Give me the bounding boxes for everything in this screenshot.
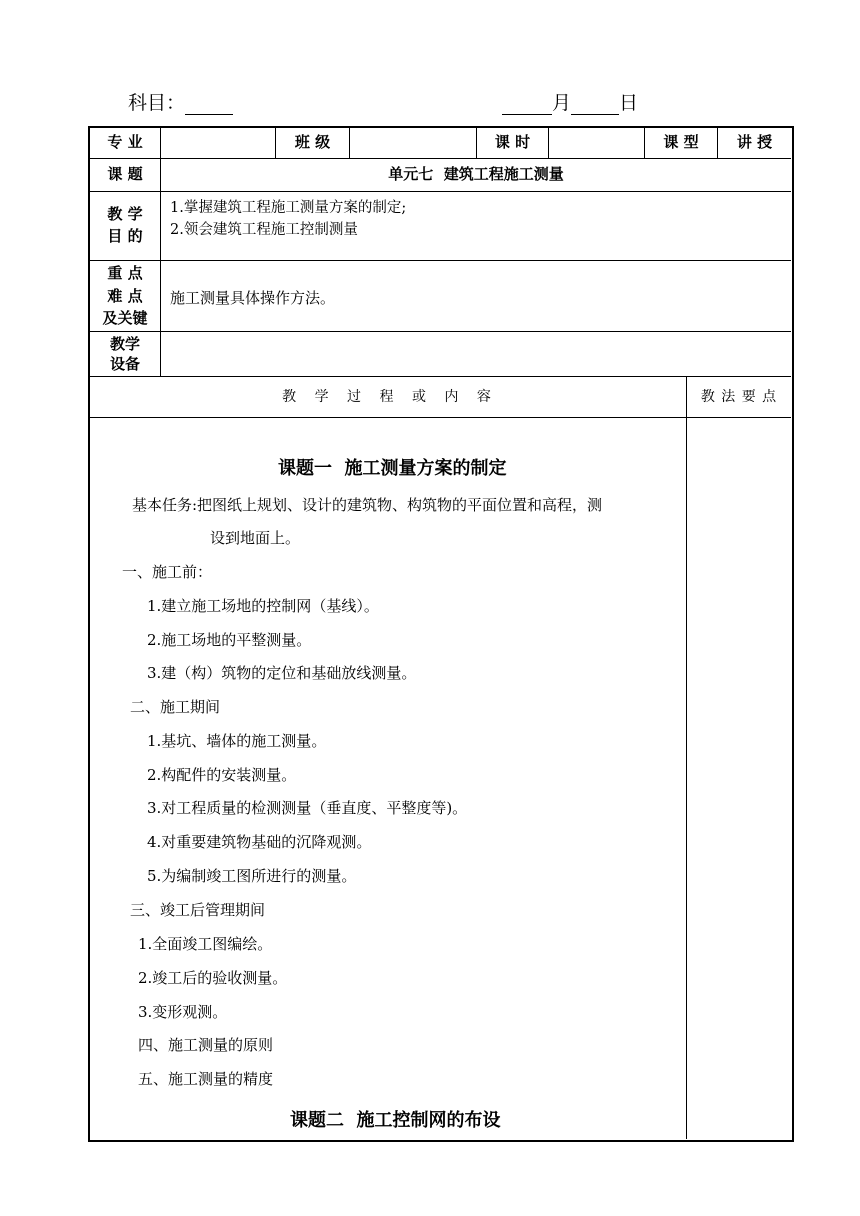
lesson-plan-table [88, 126, 794, 1142]
topic2-title: 课题二 施工控制网的布设 [290, 1110, 501, 1131]
key-points-value: 施工测量具体操作方法。 [170, 289, 336, 307]
equipment-label-line2: 设备 [109, 355, 140, 373]
objective-item: 1.掌握建筑工程施工测量方案的制定; [170, 200, 407, 216]
section2-item: 1.基坑、墙体的施工测量。 [147, 732, 327, 750]
major-label: 专 业 [107, 133, 143, 152]
subject-blank [185, 94, 233, 115]
process-method-header: 教 法 要 点 [700, 388, 778, 405]
topic-label: 课 题 [107, 165, 143, 184]
key-points-label [90, 261, 160, 331]
objectives-label-line2: 目 的 [107, 227, 143, 245]
date-header [502, 88, 638, 115]
section4-heading: 四、施工测量的原则 [138, 1036, 274, 1054]
row-divider [90, 260, 791, 261]
hours-value [549, 128, 644, 158]
section5-heading: 五、施工测量的精度 [138, 1070, 274, 1088]
section3-item: 2.竣工后的验收测量。 [138, 969, 288, 987]
key-points-label-line3: 及关键 [102, 309, 148, 328]
class-value [350, 128, 476, 158]
hours-label: 课 时 [494, 133, 531, 152]
day-blank [571, 94, 619, 115]
section2-item: 5.为编制竣工图所进行的测量。 [147, 867, 357, 885]
key-points-label-line1: 重 点 [107, 264, 143, 283]
major-value [161, 128, 275, 158]
section1-item: 1.建立施工场地的控制网（基线）。 [147, 597, 379, 615]
section2-item: 3.对工程质量的检测测量（垂直度、平整度等)。 [147, 799, 468, 817]
section1-heading: 一、施工前： [122, 563, 213, 581]
section2-item: 4.对重要建筑物基础的沉降观测。 [147, 833, 372, 851]
objective-item: 2.领会建筑工程施工控制测量 [170, 222, 358, 238]
section3-heading: 三、竣工后管理期间 [130, 901, 266, 919]
equipment-label [90, 332, 160, 376]
month-label: 月 [552, 92, 572, 114]
day-label: 日 [619, 92, 639, 114]
equipment-label-line1: 教学 [109, 334, 140, 353]
month-blank [502, 94, 552, 115]
subject-label: 科目： [128, 92, 186, 114]
process-content-header: 教 学 过 程 或 内 容 [282, 388, 494, 405]
basic-task-line1: 基本任务:把图纸上规划、设计的建筑物、构筑物的平面位置和高程，测 [132, 496, 603, 514]
section2-item: 2.构配件的安装测量。 [147, 766, 297, 784]
type-label: 课 型 [663, 133, 699, 152]
key-points-label-line2: 难 点 [107, 286, 143, 305]
section3-item: 3.变形观测。 [138, 1003, 228, 1021]
section3-item: 1.全面竣工图编绘。 [138, 935, 273, 953]
subject-header [128, 88, 233, 115]
type-value: 讲 授 [736, 133, 773, 152]
objectives-label-line1: 教 学 [107, 205, 143, 224]
section2-heading: 二、施工期间 [130, 698, 221, 716]
topic-value: 单元七 建筑工程施工测量 [388, 165, 564, 184]
section1-item: 3.建（构）筑物的定位和基础放线测量。 [147, 664, 417, 682]
class-label: 班 级 [294, 133, 331, 152]
topic1-title: 课题一 施工测量方案的制定 [278, 458, 507, 479]
row-divider [90, 191, 791, 192]
row-divider [90, 331, 791, 332]
section1-item: 2.施工场地的平整测量。 [147, 631, 312, 649]
basic-task-line2: 设到地面上。 [210, 529, 301, 547]
col-divider [686, 376, 687, 1139]
objectives-label [90, 192, 160, 260]
